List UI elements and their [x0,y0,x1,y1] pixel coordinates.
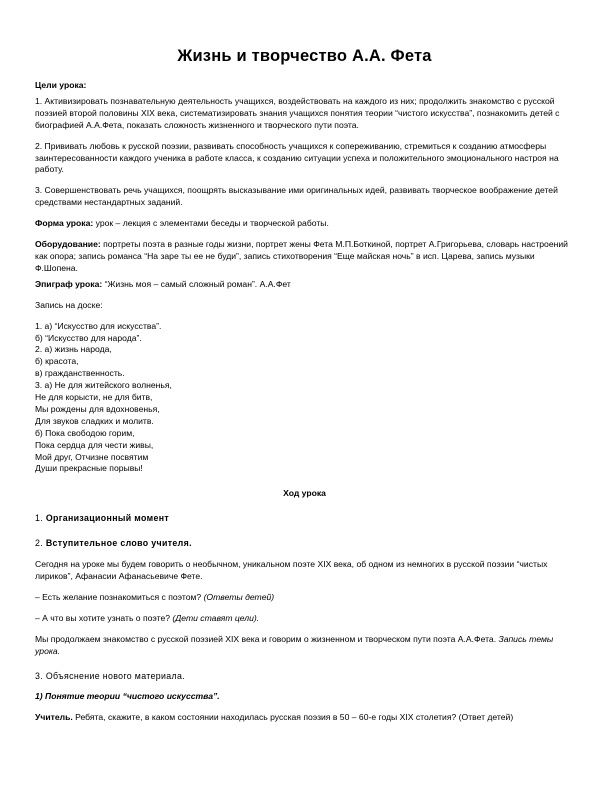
board-line: б) красота, [35,356,79,367]
equipment-text: портреты поэта в разные годы жизни, портрет жены Фета М.П.Боткиной, портрет А.Григорьева, словарь настроений как опора; запись романса “На заре ты ее не буди”, запись стихотворения “Еще майская ночь” в исп. Царева, запись музыки Ф.Шопена. [35,239,568,273]
question-2 [35,613,574,625]
continue-paragraph [35,634,574,658]
board-line: Не для корысти, не для битв, [35,392,153,403]
question-1-text: – Есть желание познакомиться с поэтом? [35,591,204,602]
equipment [35,239,574,275]
goal-item-1: 1. Активизировать познавательную деятельность учащихся, воздействовать на каждого из них; продолжить знакомство с русской поэзией второй половины XIX века, систематизировать знания учащихся понятия теории “чистого искусства”, познакомить детей с биографией А.А.Фета, показать сложность жизненного и творческого пути поэта. [35,95,560,130]
epigraph-text: “Жизнь моя – самый сложный роман”. А.А.Фет [102,278,291,289]
epigraph-label: Эпиграф урока: [35,278,103,289]
step-2-title: Вступительное слово учителя. [45,538,192,549]
teacher-text: Ребята, скажите, в каком состоянии находилась русская поэзия в 50 – 60-е годы XIX столетия? (Ответ детей) [72,712,514,723]
board-line: в) гражданственность. [35,368,125,379]
board-line: б) “Искусство для народа”. [35,332,142,343]
intro-paragraph: Сегодня на уроке мы будем говорить о необычном, уникальном поэте XIX века, об одном из немногих в русской поэзии “чистых лириков”, Афанасии Афанасьевиче Фете. [35,559,548,581]
epigraph [35,279,574,291]
subsection-1-title: 1) Понятие теории “чистого искусства”. [35,691,220,702]
board-line: 1. а) “Искусство для искусства”. [35,320,162,331]
lesson-form [35,218,574,230]
teacher-paragraph [35,712,574,724]
step-1-title: Организационный момент [45,513,170,524]
goal-item-3: 3. Совершенствовать речь учащихся, поощрять высказывание ими оригинальных идей, развивать творческое воображение детей средствами нестандартных заданий. [35,185,558,208]
question-2-text: – А что вы хотите узнать о поэте? [35,612,173,623]
step-1-heading [35,513,574,525]
question-1-note: (Ответы детей) [203,591,275,602]
page-title: Жизнь и творчество А.А. Фета [177,47,432,65]
question-2-note: (Дети ставят цели). [172,612,260,623]
board-notes [35,321,574,476]
goals-label: Цели урока: [35,80,87,90]
question-1 [35,592,574,604]
step-2-number: 2. [35,538,46,549]
step-3-heading: 3. Объяснение нового материала. [35,670,186,681]
board-line: б) Пока свободою горим, [35,427,135,438]
step-1-number: 1. [35,513,46,524]
board-line: Мой друг, Отчизне посвятим [35,451,149,462]
equipment-label: Оборудование: [35,239,101,250]
board-line: 2. а) жизнь народа, [35,344,112,355]
board-line: Мы рождены для вдохновенья, [35,403,160,414]
board-line: Души прекрасные порывы! [35,463,143,474]
teacher-label: Учитель. [35,712,73,723]
continue-text: Мы продолжаем знакомство с русской поэзией XIX века и говорим о жизненном и творческом пути поэта А.А.Фета. [35,633,499,644]
board-line: Для звуков сладких и молитв. [35,415,154,426]
board-line: 3. а) Не для житейского волненья, [35,380,172,391]
goal-item-2: 2. Прививать любовь к русской поэзии, развивать способность учащихся к сопереживанию, стремиться к созданию атмосферы заинтересованности каждого ученика в работе класса, к созданию ситуации успеха и положительного эмоционального настроя на работу. [35,140,559,175]
step-2-heading [35,538,574,550]
continue-note: Запись темы урока. [35,633,554,656]
lesson-form-label: Форма урока: [35,218,94,229]
lesson-form-text: урок – лекция с элементами беседы и творческой работы. [93,218,329,229]
board-line: Пока сердца для чести живы, [35,439,154,450]
board-label: Запись на доске: [35,299,103,310]
course-heading: Ход урока [283,488,326,499]
